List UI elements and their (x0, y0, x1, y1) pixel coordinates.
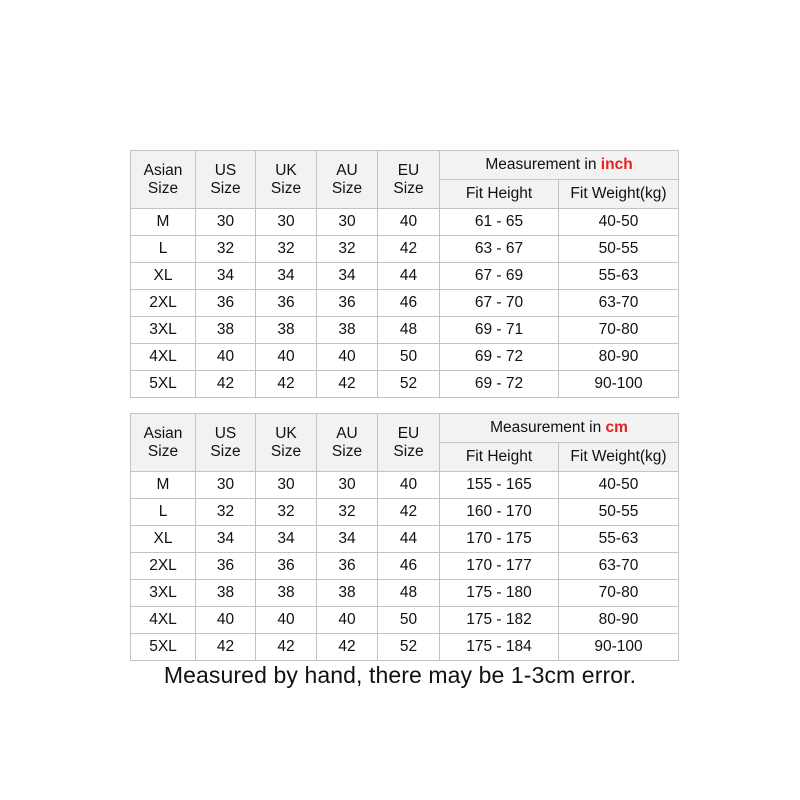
table-row (131, 317, 679, 344)
cell-au-size: 40 (317, 607, 378, 634)
cell-eu-size: 44 (378, 263, 440, 290)
cell-uk-size: 38 (256, 580, 317, 607)
table-row (131, 526, 679, 553)
cell-asian-size: 2XL (131, 553, 196, 580)
cell-fit-height: 61 - 65 (440, 209, 559, 236)
table-row (131, 209, 679, 236)
column-header-eu-size (378, 414, 440, 472)
cell-eu-size: 50 (378, 607, 440, 634)
column-header-asian-size (131, 414, 196, 472)
measurement-unit-header-inch (440, 151, 679, 180)
table-header-cm (131, 414, 679, 472)
cell-uk-size: 30 (256, 472, 317, 499)
cell-us-size: 30 (196, 472, 256, 499)
cell-eu-size: 42 (378, 236, 440, 263)
cell-asian-size: M (131, 209, 196, 236)
cell-fit-height: 175 - 180 (440, 580, 559, 607)
measurement-unit-label: cm (605, 419, 628, 437)
cell-fit-height: 69 - 72 (440, 371, 559, 398)
column-header-uk-size (256, 414, 317, 472)
cell-fit-weight: 40-50 (559, 472, 679, 499)
uk-size-label-line2: Size (270, 179, 302, 197)
cell-asian-size: XL (131, 263, 196, 290)
cell-fit-height: 67 - 70 (440, 290, 559, 317)
column-header-us-size (196, 151, 256, 209)
cell-uk-size: 30 (256, 209, 317, 236)
cell-fit-weight: 63-70 (559, 290, 679, 317)
au-size-label-line2: Size (331, 179, 363, 197)
cell-eu-size: 44 (378, 526, 440, 553)
column-header-asian-size (131, 151, 196, 209)
column-header-us-size (196, 414, 256, 472)
cell-fit-weight: 80-90 (559, 344, 679, 371)
table-row (131, 263, 679, 290)
cell-asian-size: 5XL (131, 371, 196, 398)
asian-size-label-line1: Asian (143, 424, 183, 442)
cell-fit-height: 155 - 165 (440, 472, 559, 499)
cell-us-size: 40 (196, 344, 256, 371)
cell-us-size: 34 (196, 263, 256, 290)
cell-au-size: 30 (317, 209, 378, 236)
cell-eu-size: 46 (378, 553, 440, 580)
uk-size-label-line1: UK (275, 161, 297, 179)
table-row (131, 553, 679, 580)
table-row (131, 290, 679, 317)
size-tables-container (130, 150, 678, 661)
table-row (131, 580, 679, 607)
cell-fit-height: 160 - 170 (440, 499, 559, 526)
table-gap-divider (130, 398, 678, 413)
cell-us-size: 32 (196, 499, 256, 526)
cell-us-size: 38 (196, 317, 256, 344)
cell-asian-size: 4XL (131, 607, 196, 634)
table-body-inch (131, 209, 679, 398)
cell-us-size: 42 (196, 371, 256, 398)
column-header-fit-height: Fit Height (440, 180, 559, 209)
cell-au-size: 36 (317, 553, 378, 580)
eu-size-label-line2: Size (393, 179, 424, 197)
cell-uk-size: 38 (256, 317, 317, 344)
cell-au-size: 30 (317, 472, 378, 499)
cell-uk-size: 42 (256, 371, 317, 398)
cell-uk-size: 36 (256, 553, 317, 580)
cell-uk-size: 32 (256, 236, 317, 263)
size-table-inch (130, 150, 679, 398)
cell-uk-size: 40 (256, 344, 317, 371)
cell-asian-size: 2XL (131, 290, 196, 317)
uk-size-label-line2: Size (270, 442, 302, 460)
cell-eu-size: 48 (378, 580, 440, 607)
cell-fit-weight: 40-50 (559, 209, 679, 236)
cell-us-size: 36 (196, 290, 256, 317)
cell-us-size: 32 (196, 236, 256, 263)
cell-au-size: 32 (317, 499, 378, 526)
cell-eu-size: 40 (378, 209, 440, 236)
cell-fit-weight: 80-90 (559, 607, 679, 634)
cell-fit-weight: 55-63 (559, 263, 679, 290)
cell-au-size: 42 (317, 634, 378, 661)
cell-fit-height: 170 - 177 (440, 553, 559, 580)
column-header-au-size (317, 151, 378, 209)
cell-au-size: 40 (317, 344, 378, 371)
cell-fit-height: 170 - 175 (440, 526, 559, 553)
cell-fit-height: 69 - 71 (440, 317, 559, 344)
cell-us-size: 42 (196, 634, 256, 661)
asian-size-label-line2: Size (147, 442, 179, 460)
cell-au-size: 34 (317, 263, 378, 290)
asian-size-label-line1: Asian (143, 161, 183, 179)
us-size-label-line2: Size (210, 442, 241, 460)
cell-fit-height: 63 - 67 (440, 236, 559, 263)
column-header-eu-size (378, 151, 440, 209)
measurement-prefix-label: Measurement in (485, 156, 601, 174)
us-size-label-line2: Size (210, 179, 241, 197)
cell-us-size: 36 (196, 553, 256, 580)
cell-eu-size: 40 (378, 472, 440, 499)
cell-eu-size: 52 (378, 634, 440, 661)
cell-asian-size: 5XL (131, 634, 196, 661)
au-size-label-line1: AU (336, 424, 358, 442)
cell-au-size: 38 (317, 580, 378, 607)
measurement-disclaimer-note: Measured by hand, there may be 1-3cm error. (163, 662, 637, 688)
cell-au-size: 32 (317, 236, 378, 263)
us-size-label-line1: US (214, 424, 237, 442)
cell-au-size: 36 (317, 290, 378, 317)
cell-us-size: 30 (196, 209, 256, 236)
column-header-fit-height: Fit Height (440, 443, 559, 472)
us-size-label-line1: US (214, 161, 237, 179)
cell-asian-size: XL (131, 526, 196, 553)
au-size-label-line2: Size (331, 442, 363, 460)
column-header-au-size (317, 414, 378, 472)
table-row (131, 472, 679, 499)
measurement-unit-header-cm (440, 414, 679, 443)
table-body-cm (131, 472, 679, 661)
au-size-label-line1: AU (336, 161, 358, 179)
measurement-prefix-label: Measurement in (490, 419, 606, 437)
cell-asian-size: 4XL (131, 344, 196, 371)
table-row (131, 607, 679, 634)
asian-size-label-line2: Size (147, 179, 179, 197)
table-row (131, 344, 679, 371)
column-header-fit-weight: Fit Weight(kg) (559, 443, 679, 472)
column-header-uk-size (256, 151, 317, 209)
cell-fit-height: 175 - 182 (440, 607, 559, 634)
cell-au-size: 34 (317, 526, 378, 553)
cell-uk-size: 34 (256, 263, 317, 290)
table-row (131, 499, 679, 526)
cell-eu-size: 52 (378, 371, 440, 398)
uk-size-label-line1: UK (275, 424, 297, 442)
cell-au-size: 42 (317, 371, 378, 398)
cell-uk-size: 42 (256, 634, 317, 661)
cell-fit-weight: 90-100 (559, 371, 679, 398)
table-row (131, 236, 679, 263)
column-header-fit-weight: Fit Weight(kg) (559, 180, 679, 209)
table-header-inch (131, 151, 679, 209)
cell-fit-height: 67 - 69 (440, 263, 559, 290)
cell-fit-weight: 90-100 (559, 634, 679, 661)
cell-eu-size: 48 (378, 317, 440, 344)
cell-uk-size: 40 (256, 607, 317, 634)
cell-eu-size: 46 (378, 290, 440, 317)
cell-asian-size: 3XL (131, 317, 196, 344)
cell-asian-size: L (131, 236, 196, 263)
cell-uk-size: 36 (256, 290, 317, 317)
cell-uk-size: 32 (256, 499, 317, 526)
cell-fit-weight: 55-63 (559, 526, 679, 553)
cell-fit-height: 175 - 184 (440, 634, 559, 661)
cell-eu-size: 42 (378, 499, 440, 526)
cell-us-size: 40 (196, 607, 256, 634)
cell-eu-size: 50 (378, 344, 440, 371)
size-table-cm (130, 413, 679, 661)
cell-asian-size: 3XL (131, 580, 196, 607)
cell-fit-weight: 63-70 (559, 553, 679, 580)
cell-us-size: 34 (196, 526, 256, 553)
measurement-unit-label: inch (600, 156, 633, 174)
cell-uk-size: 34 (256, 526, 317, 553)
cell-us-size: 38 (196, 580, 256, 607)
cell-fit-weight: 50-55 (559, 499, 679, 526)
eu-size-label-line1: EU (397, 161, 420, 179)
cell-au-size: 38 (317, 317, 378, 344)
cell-fit-weight: 50-55 (559, 236, 679, 263)
cell-fit-height: 69 - 72 (440, 344, 559, 371)
eu-size-label-line2: Size (393, 442, 424, 460)
eu-size-label-line1: EU (397, 424, 420, 442)
cell-fit-weight: 70-80 (559, 317, 679, 344)
table-row (131, 371, 679, 398)
cell-asian-size: M (131, 472, 196, 499)
cell-asian-size: L (131, 499, 196, 526)
table-row (131, 634, 679, 661)
cell-fit-weight: 70-80 (559, 580, 679, 607)
